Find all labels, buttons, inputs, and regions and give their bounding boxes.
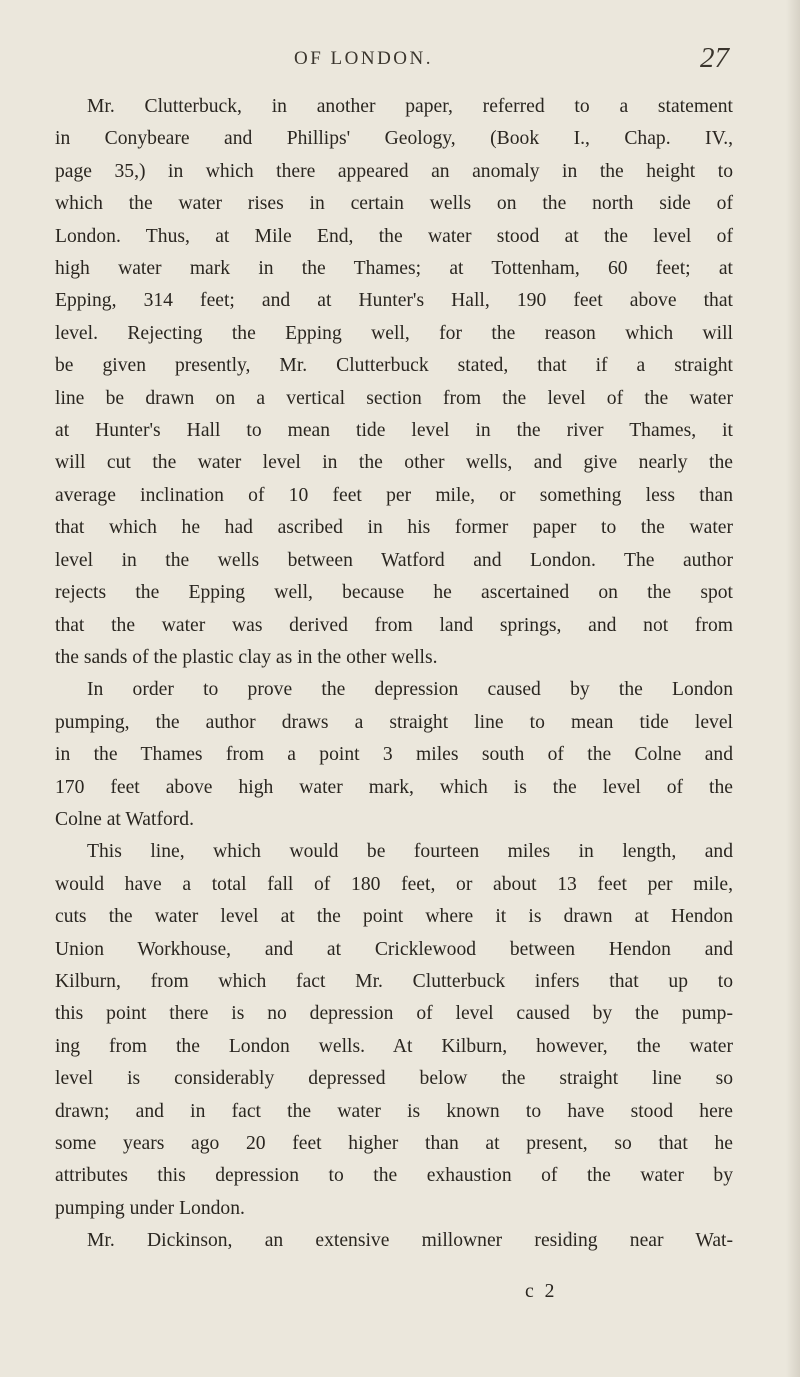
text-line: be given presently, Mr. Clutterbuck stated, that if a straight bbox=[55, 355, 733, 377]
text-line: would have a total fall of 180 feet, or about 13 feet per mile, bbox=[55, 873, 733, 895]
body-text bbox=[55, 91, 733, 1258]
page-number: 27 bbox=[700, 42, 729, 74]
text-line: Epping, 314 feet; and at Hunter's Hall, 190 feet above that bbox=[55, 290, 733, 312]
text-line: line be drawn on a vertical section from the level of the water bbox=[55, 387, 733, 409]
text-line: average inclination of 10 feet per mile, or something less than bbox=[55, 484, 733, 506]
text-line: some years ago 20 feet higher than at present, so that he bbox=[55, 1133, 733, 1154]
text-line: Union Workhouse, and at Cricklewood between Hendon and bbox=[55, 938, 733, 960]
page-edge-shadow bbox=[786, 0, 800, 1377]
text-line: 170 feet above high water mark, which is the level of the bbox=[55, 776, 733, 798]
text-line: page 35,) in which there appeared an anomaly in the height to bbox=[55, 160, 733, 182]
text-line: drawn; and in fact the water is known to have stood here bbox=[55, 1100, 733, 1122]
text-line: Colne at Watford. bbox=[55, 808, 194, 830]
text-line: in Conybeare and Phillips' Geology, (Book I., Chap. IV., bbox=[55, 128, 733, 150]
text-line: attributes this depression to the exhaustion of the water by bbox=[55, 1165, 733, 1187]
text-line: London. Thus, at Mile End, the water stood at the level of bbox=[55, 225, 733, 247]
text-line: that the water was derived from land springs, and not from bbox=[55, 614, 733, 636]
text-line: pumping, the author draws a straight line to mean tide level bbox=[55, 711, 733, 733]
text-line: high water mark in the Thames; at Tottenham, 60 feet; at bbox=[55, 258, 733, 280]
text-line: Kilburn, from which fact Mr. Clutterbuck infers that up to bbox=[55, 970, 733, 992]
text-line: level in the wells between Watford and London. The author bbox=[55, 549, 733, 571]
text-line: level is considerably depressed below the straight line so bbox=[55, 1068, 733, 1090]
text-line: Mr. Clutterbuck, in another paper, referred to a statement bbox=[87, 96, 733, 117]
signature-mark: c 2 bbox=[525, 1281, 558, 1302]
running-head-title: OF LONDON. bbox=[294, 48, 433, 69]
text-line: this point there is no depression of level caused by the pump- bbox=[55, 1003, 733, 1025]
text-line: in the Thames from a point 3 miles south of the Colne and bbox=[55, 744, 733, 766]
text-line: at Hunter's Hall to mean tide level in the river Thames, it bbox=[55, 420, 733, 442]
text-line: which the water rises in certain wells on the north side of bbox=[55, 193, 733, 215]
text-line: pumping under London. bbox=[55, 1197, 245, 1219]
text-line: the sands of the plastic clay as in the other wells. bbox=[55, 646, 438, 668]
text-line: In order to prove the depression caused by the London bbox=[87, 679, 733, 701]
running-head bbox=[0, 42, 800, 82]
text-line: that which he had ascribed in his former paper to the water bbox=[55, 517, 733, 539]
text-line: Mr. Dickinson, an extensive millowner residing near Wat- bbox=[87, 1230, 733, 1252]
text-line: cuts the water level at the point where it is drawn at Hendon bbox=[55, 906, 733, 928]
text-line: ing from the London wells. At Kilburn, however, the water bbox=[55, 1035, 733, 1057]
text-line: will cut the water level in the other wells, and give nearly the bbox=[55, 452, 733, 474]
text-line: level. Rejecting the Epping well, for the reason which will bbox=[55, 322, 733, 344]
text-line: This line, which would be fourteen miles in length, and bbox=[87, 841, 733, 863]
text-line: rejects the Epping well, because he ascertained on the spot bbox=[55, 582, 733, 604]
